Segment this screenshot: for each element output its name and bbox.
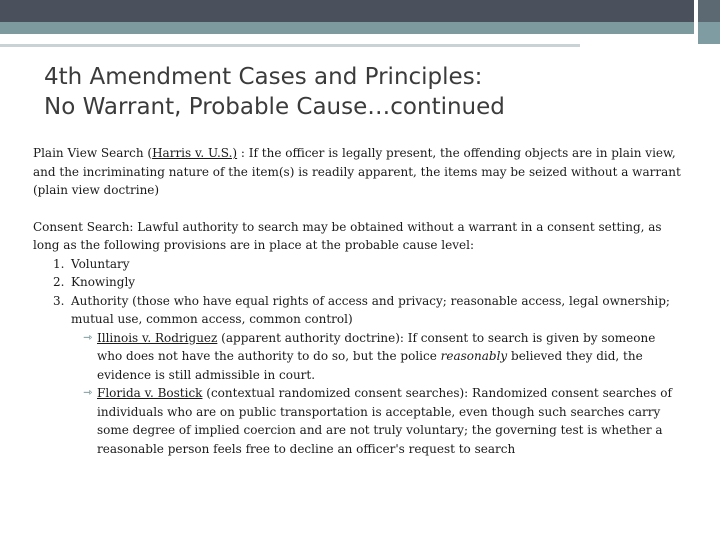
case-text: (apparent authority doctrine): If consent to search is given by someone who does not have the authority to do so, but the police [97, 330, 656, 363]
title-line-1: 4th Amendment Cases and Principles: [44, 64, 483, 90]
list-text: Voluntary [71, 256, 130, 271]
consent-intro: Consent Search: Lawful authority to search may be obtained without a warrant in a consent setting, as long as the following provisions are in place at the probable cause level: [33, 219, 662, 252]
slide-title [44, 62, 684, 122]
plain-view-text: : If the officer is legally present, the offending objects are in plain view, and the incriminating nature of the item(s) is readily apparent, the items may be seized without a warrant (plain view doctrine) [33, 146, 681, 197]
case-harris: Harris v. U.S.) [152, 146, 238, 160]
case-text-end: believed they did, the evidence is still admissible in court. [97, 349, 643, 382]
case-florida: Florida v. Bostick [97, 386, 203, 400]
header-bar-teal [0, 22, 720, 34]
arrow-bullet-icon: ⇾ [83, 330, 93, 344]
corner-tile [698, 0, 720, 44]
plain-view-lead: Plain View Search ( [33, 146, 153, 160]
case-item [33, 329, 683, 385]
spacer [33, 200, 683, 218]
title-line-2: No Warrant, Probable Cause…continued [44, 94, 505, 120]
list-item-continued [33, 310, 683, 329]
case-illinois: Illinois v. Rodriguez [97, 330, 218, 345]
list-number: 1. [53, 256, 65, 271]
list-number: 3. [53, 293, 65, 308]
case-text-italic: reasonably [440, 349, 508, 363]
list-item [33, 255, 683, 274]
case-item [33, 384, 683, 458]
list-item [33, 292, 683, 311]
list-number: 2. [53, 275, 65, 289]
slide-body [33, 144, 683, 458]
list-item [33, 273, 683, 292]
list-text: Knowingly [71, 275, 136, 289]
case-text: (contextual randomized consent searches): Randomized consent searches of individuals who are on public transportation is acceptable, even though such searches carry some degree of implied coercion and are not truly voluntary; the governing test is whether a reasonable person feels free to decline an officer's request to search [97, 386, 672, 456]
list-text-continued: mutual use, common access, common control) [71, 312, 353, 326]
list-text: Authority (those who have equal rights of access and privacy; reasonable access, legal ownership; [71, 293, 670, 308]
header-rule [0, 44, 580, 47]
arrow-bullet-icon: ⇾ [83, 386, 93, 399]
plain-view-paragraph [33, 144, 683, 200]
header-bar-dark [0, 0, 720, 22]
